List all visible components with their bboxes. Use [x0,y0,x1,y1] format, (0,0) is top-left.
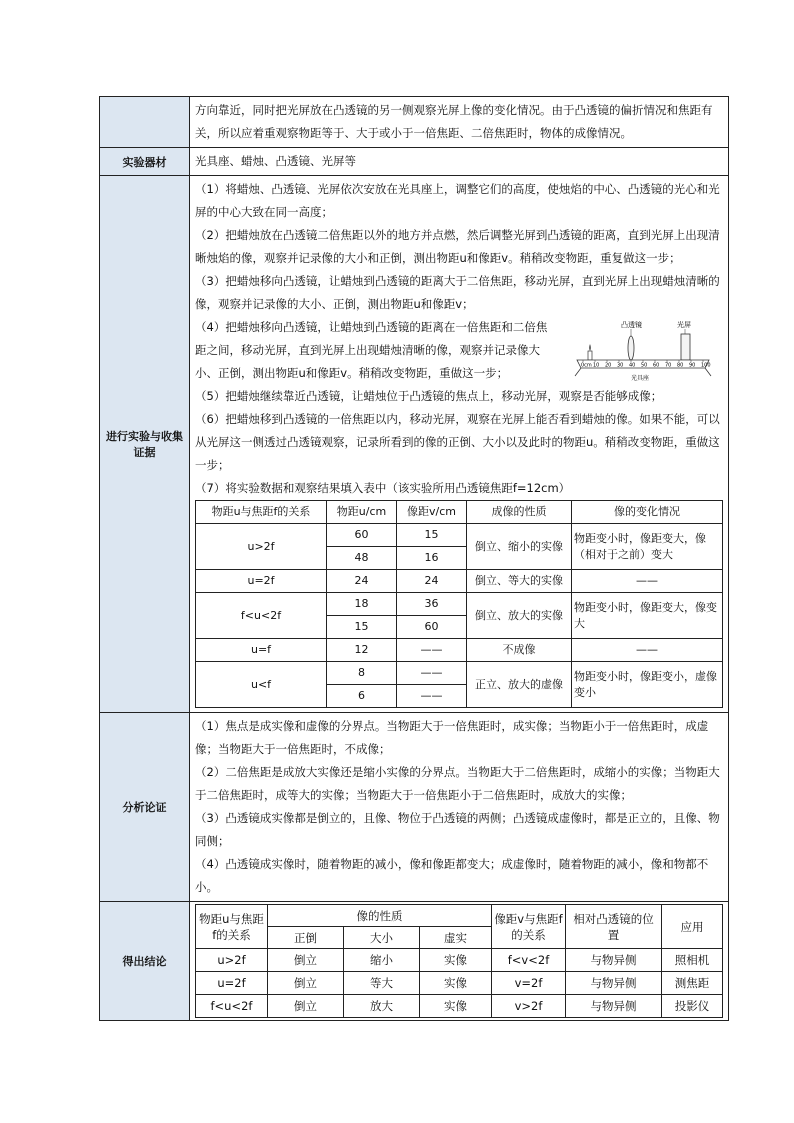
header-u: 物距u/cm [327,501,397,524]
c-cell: 照相机 [662,949,723,972]
c-cell: v=2f [492,972,566,995]
relation-cell: u=2f [196,570,327,593]
change-cell: 物距变小时，像距变大，像（相对于之前）变大 [572,524,723,570]
ruler-tick-label: 70 [665,362,672,369]
relation-cell: u<f [196,662,327,708]
data-table [195,500,723,708]
c-cell: 放大 [344,995,420,1018]
experiment-table [99,96,729,1021]
c-header-side: 相对凸透镜的位置 [566,905,662,949]
c-header-size: 大小 [344,927,420,949]
c-header-realv: 虚实 [420,927,492,949]
analysis-content [190,713,729,902]
analysis-item-3: （3）凸透镜成实像都是倒立的，且像、物位于凸透镜的两侧；凸透镜成虚像时，都是正立的，且像、物同侧； [195,811,720,848]
equipment-text: 光具座、蜡烛、凸透镜、光屏等 [190,148,729,176]
c-cell: 缩小 [344,949,420,972]
c-cell: 测焦距 [662,972,723,995]
u-cell: 8 [327,662,397,685]
lens-shape [628,336,634,360]
conclusion-table [195,904,723,1018]
bench-label: 光具座 [631,375,650,382]
relation-cell: u>2f [196,524,327,570]
c-header-app: 应用 [662,905,723,949]
nature-cell: 正立、放大的虚像 [467,662,572,708]
c-cell: 实像 [420,949,492,972]
screen-shape [681,334,690,360]
procedure-content [190,176,729,713]
flame-shape [589,344,591,351]
relation-cell: u=f [196,639,327,662]
nature-cell: 不成像 [467,639,572,662]
c-cell: 倒立 [268,972,344,995]
change-cell: —— [572,639,723,662]
u-cell: 60 [327,524,397,547]
u-cell: 24 [327,570,397,593]
c-cell: 与物异侧 [566,972,662,995]
nature-cell: 倒立、等大的实像 [467,570,572,593]
step-3: （3）把蜡烛移向凸透镜，让蜡烛到凸透镜的距离大于二倍焦距，移动光屏，直到光屏上出现蜡烛清晰的像，观察并记录像的大小、正倒，测出物距u和像距v； [195,274,720,311]
c-cell: 与物异侧 [566,949,662,972]
header-nature: 成像的性质 [467,501,572,524]
header-v: 像距v/cm [397,501,467,524]
equipment-label: 实验器材 [100,148,190,176]
analysis-item-2: （2）二倍焦距是成放大实像还是缩小实像的分界点。当物距大于二倍焦距时，成缩小的实像；当物距大于二倍焦距时，成等大的实像；当物距大于一倍焦距小于二倍焦距时，成放大的实像； [195,765,720,802]
u-cell: 12 [327,639,397,662]
change-cell: —— [572,570,723,593]
c-cell: f<u<2f [196,995,268,1018]
c-cell: 等大 [344,972,420,995]
c-header-vrel: 像距v与焦距f的关系 [492,905,566,949]
v-cell: 36 [397,593,467,616]
ruler-tick-label: 80 [677,362,684,369]
c-header-relation: 物距u与焦距f的关系 [196,905,268,949]
v-cell: —— [397,685,467,708]
conclusion-content [190,902,729,1021]
change-cell: 物距变小时，像距变大，像变大 [572,593,723,639]
c-cell: 投影仪 [662,995,723,1018]
ruler-tick-label: 0cm [581,362,592,369]
header-change: 像的变化情况 [572,501,723,524]
ruler-tick-label: 60 [653,362,660,369]
change-cell: 物距变小时，像距变小，虚像变小 [572,662,723,708]
step-1: （1）将蜡烛、凸透镜、光屏依次安放在光具座上，调整它们的高度，使烛焰的中心、凸透镜的光心和光屏的中心大致在同一高度； [195,182,720,219]
u-cell: 15 [327,616,397,639]
ruler-tick-label: 90 [689,362,696,369]
c-cell: v>2f [492,995,566,1018]
header-relation: 物距u与焦距f的关系 [196,501,327,524]
step-4-block [195,316,723,385]
ruler-tick-label: 10 [593,362,600,369]
intro-label-cell [100,97,190,148]
nature-cell: 倒立、缩小的实像 [467,524,572,570]
ruler-tick-label: 100 [701,362,711,369]
c-cell: 实像 [420,972,492,995]
u-cell: 6 [327,685,397,708]
v-cell: 60 [397,616,467,639]
v-cell: —— [397,639,467,662]
step-4: （4）把蜡烛移向凸透镜，让蜡烛到凸透镜的距离在一倍焦距和二倍焦距之间，移动光屏，直到光屏上出现蜡烛清晰的像，观察并记录像大小、正倒，测出物距u和像距v。稍稍改变物距，重做这一步； [195,320,548,380]
c-cell: 实像 [420,995,492,1018]
ruler-tick-label: 40 [629,362,636,369]
c-header-nature: 像的性质 [268,905,492,927]
v-cell: 16 [397,547,467,570]
c-cell: 倒立 [268,949,344,972]
lens-label: 凸透镜 [621,321,642,329]
ruler-tick-label: 30 [617,362,624,369]
screen-label: 光屏 [677,321,691,329]
step-5: （5）把蜡烛继续靠近凸透镜，让蜡烛位于凸透镜的焦点上，移动光屏，观察是否能够成像； [195,389,663,403]
intro-text: 方向靠近，同时把光屏放在凸透镜的另一侧观察光屏上像的变化情况。由于凸透镜的偏折情况和焦距有关，所以应着重观察物距等于、大于或小于一倍焦距、二倍焦距时，物体的成像情况。 [190,97,729,148]
step-2: （2）把蜡烛放在凸透镜二倍焦距以外的地方并点燃，然后调整光屏到凸透镜的距离，直到光屏上出现清晰烛焰的像，观察并记录像的大小和正倒，测出物距u和像距v。稍稍改变物距，重复做这一步； [195,228,720,265]
c-cell: 与物异侧 [566,995,662,1018]
nature-cell: 倒立、放大的实像 [467,593,572,639]
c-cell: f<v<2f [492,949,566,972]
relation-cell: f<u<2f [196,593,327,639]
c-cell: u=2f [196,972,268,995]
procedure-label: 进行实验与收集证据 [100,176,190,713]
analysis-item-1: （1）焦点是成实像和虚像的分界点。当物距大于一倍焦距时，成实像；当物距小于一倍焦距时，成虚像；当物距大于一倍焦距时，不成像； [195,719,709,756]
ruler-tick-label: 20 [605,362,612,369]
v-cell: —— [397,662,467,685]
step-6: （6）把蜡烛移到凸透镜的一倍焦距以内，移动光屏，观察在光屏上能否看到蜡烛的像。如果不能，可以从光屏这一侧透过凸透镜观察，记录所看到的像的正倒、大小以及此时的物距u。稍稍改变物距，重做这一步； [195,412,720,472]
optical-bench-figure [569,318,719,384]
candle-shape [588,351,592,360]
c-cell: u>2f [196,949,268,972]
ruler-tick-label: 50 [641,362,648,369]
step-7: （7）将实验数据和观察结果填入表中（该实验所用凸透镜焦距f=12cm） [195,481,571,495]
v-cell: 15 [397,524,467,547]
u-cell: 48 [327,547,397,570]
analysis-item-4: （4）凸透镜成实像时，随着物距的减小，像和像距都变大；成虚像时，随着物距的减小，像和物都不小。 [195,857,709,894]
c-cell: 倒立 [268,995,344,1018]
u-cell: 18 [327,593,397,616]
conclusion-label: 得出结论 [100,902,190,1021]
v-cell: 24 [397,570,467,593]
analysis-label: 分析论证 [100,713,190,902]
c-header-upright: 正倒 [268,927,344,949]
